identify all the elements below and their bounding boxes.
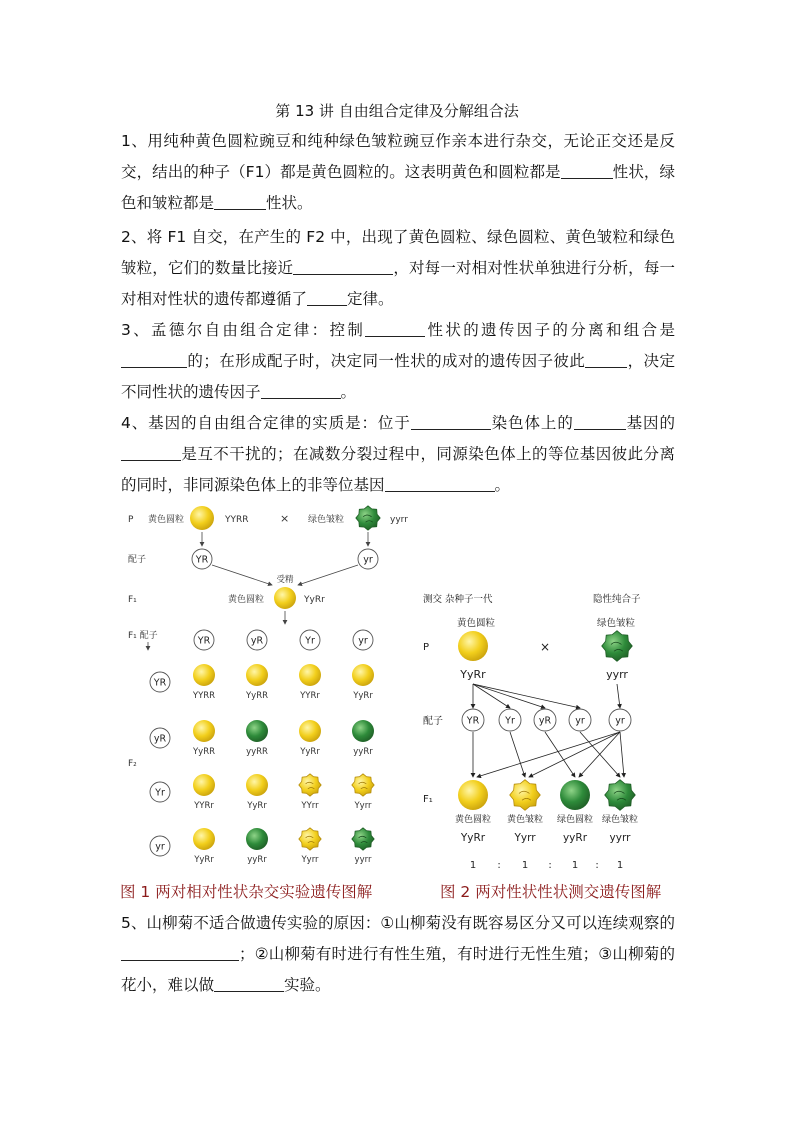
seed-body [352, 774, 374, 796]
gamete-label: yr [363, 554, 373, 566]
f1-gamete-label: F₁ 配子 [128, 631, 158, 641]
arrow-recessive-offspring [620, 732, 624, 777]
f1-name: 黄色圆粒 [228, 595, 265, 605]
q5-blank-1[interactable] [121, 944, 239, 961]
parent1-seed [190, 506, 214, 530]
f1-label: F₁ [128, 595, 137, 605]
arrow-parent1-gamete [473, 684, 510, 708]
q2-text-c: 定律。 [347, 290, 394, 308]
offspring-seed [458, 780, 488, 810]
ratio-part: 1 [521, 860, 529, 871]
parent2-seed [356, 506, 380, 530]
q3-blank-1[interactable] [365, 320, 425, 337]
f2-seed [246, 774, 268, 796]
gamete-yr [569, 709, 591, 731]
gamete-yr-parent2 [358, 549, 378, 569]
f2-seed [299, 828, 321, 850]
f2-genotype: yyRr [247, 855, 267, 865]
offspring-genotype: yyRr [562, 832, 588, 844]
ratio-part: 1 [616, 860, 624, 871]
f1-gamete-col-YR [194, 630, 214, 650]
q3-blank-2[interactable] [121, 351, 187, 368]
question-5 [121, 908, 675, 1001]
figure-1-caption: 图 1 两对相对性状杂交实验遗传图解 [120, 883, 373, 901]
gamete-label: yR [153, 733, 167, 745]
arrow-recessive-offspring [477, 732, 620, 777]
offspring-genotype: YyRr [460, 832, 486, 844]
offspring-seed [510, 780, 541, 811]
q3-text-e: 。 [340, 383, 357, 401]
parent2-genotype: yyrr [606, 668, 628, 681]
offspring-genotype: Yyrr [514, 832, 536, 844]
seed-body [602, 631, 633, 662]
f2-genotype: YyRR [192, 747, 216, 757]
figure-1-cross-diagram [120, 500, 408, 870]
f2-genotype: yyrr [354, 855, 372, 865]
offspring-name: 黄色圆粒 [454, 815, 492, 825]
f1-gamete-row-Yr [150, 782, 170, 802]
f2-genotype: yyRr [353, 747, 373, 757]
f2-seed [352, 720, 374, 742]
figure-2-testcross-diagram [415, 500, 680, 870]
gamete-yR [534, 709, 556, 731]
q5-blank-2[interactable] [214, 975, 284, 992]
gamete-label: Yr [305, 635, 315, 647]
parent2-seed [602, 631, 633, 662]
question-3 [121, 315, 675, 408]
parent1-genotype: YYRR [225, 515, 249, 525]
q4-text-a: 4、基因的自由组合定律的实质是：位于 [121, 414, 411, 432]
p-label: P [423, 642, 430, 653]
f1-gamete-col-yr [353, 630, 373, 650]
f2-label: F₂ [128, 759, 137, 769]
p-label: P [128, 515, 134, 525]
f1-gamete-row-yR [150, 728, 170, 748]
gamete-label: Yr [155, 787, 165, 799]
f2-seed [352, 664, 374, 686]
gamete-label: yr [155, 841, 165, 853]
parent2-name: 绿色皱粒 [308, 515, 345, 525]
gamete-label: yr [575, 715, 585, 727]
question-4 [121, 408, 675, 501]
q2-text-a: 2、将 F1 自交，在产生的 F2 中，出现了黄色圆粒、绿色圆粒、黄色皱粒和绿色皱粒，它们的数量比接近 [121, 228, 675, 277]
offspring-name: 黄色皱粒 [506, 815, 544, 825]
testcross-header: 测交 杂种子一代 [423, 594, 493, 605]
q3-text-d: ，决定不同性状的遗传因子 [121, 352, 675, 401]
f2-seed [299, 664, 321, 686]
f2-seed [246, 828, 268, 850]
q3-text-c: 的；在形成配子时，决定同一性状的成对的遗传因子彼此 [187, 352, 586, 370]
gamete-label: yR [538, 715, 552, 727]
q1-blank-2[interactable] [214, 193, 266, 210]
seed-body [352, 828, 374, 850]
gamete-label: YR [153, 677, 167, 689]
gamete-label: YR [197, 635, 211, 647]
f2-genotype: YyRr [300, 747, 320, 757]
q4-blank-1[interactable] [411, 413, 491, 430]
q1-text-c: 性状。 [266, 194, 313, 212]
q5-text-b: ；②山柳菊有时进行有性生殖，有时进行无性生殖；③山柳菊的花小，难以做 [121, 945, 675, 994]
fertilization-label: 受精 [276, 575, 294, 585]
f2-seed [299, 774, 321, 796]
arrow-parent2-gamete [617, 684, 620, 708]
f1-label: F₁ [423, 794, 433, 805]
gamete-label: yr [615, 715, 625, 727]
f2-genotype: YYrr [301, 801, 319, 811]
q2-text-b: ，对每一对相对性状单独进行分析，每一对相对性状的遗传都遵循了 [121, 259, 675, 308]
f2-genotype: Yyrr [354, 801, 372, 811]
gamete-label: yR [250, 635, 264, 647]
ratio-part: : [497, 860, 501, 871]
question-1 [121, 126, 675, 219]
offspring-name: 绿色圆粒 [556, 815, 594, 825]
f2-seed [193, 720, 215, 742]
arrow-recessive-offspring [529, 732, 620, 777]
q3-text-a: 3、孟德尔自由组合定律：控制 [121, 321, 366, 339]
f2-seed [246, 720, 268, 742]
q4-blank-3[interactable] [121, 444, 181, 461]
f1-gamete-row-YR [150, 672, 170, 692]
f2-genotype: YyRr [194, 855, 214, 865]
ratio-part: : [548, 860, 552, 871]
q3-blank-3[interactable] [585, 351, 627, 368]
gamete-label: YR [466, 715, 480, 727]
q4-text-c: 基因的 [625, 414, 675, 432]
page-title: 第 13 讲 自由组合定律及分解组合法 [275, 102, 519, 120]
f2-seed [352, 828, 374, 850]
parent2-name: 绿色皱粒 [597, 618, 636, 629]
parent1-name: 黄色圆粒 [457, 618, 496, 629]
gamete-label: 配子 [423, 716, 443, 727]
arrow-fert2 [298, 565, 358, 585]
gamete-label: yr [358, 635, 368, 647]
parent1-genotype: YyRr [460, 668, 486, 681]
gamete-YR [462, 709, 484, 731]
seed-body [299, 774, 321, 796]
q4-blank-2[interactable] [574, 413, 626, 430]
offspring-seed [560, 780, 590, 810]
offspring-seed [605, 780, 636, 811]
f2-genotype: YyRr [353, 691, 373, 701]
q4-text-e: 。 [494, 476, 511, 494]
arrow-fert1 [212, 565, 272, 585]
figure-2-caption: 图 2 两对性状性状测交遗传图解 [440, 883, 662, 901]
f2-seed [193, 828, 215, 850]
q4-text-b: 染色体上的 [490, 414, 574, 432]
f1-gamete-row-yr [150, 836, 170, 856]
f2-seed [193, 774, 215, 796]
q3-text-b: 性状的遗传因子的分离和组合是 [425, 321, 675, 339]
q1-blank-1[interactable] [561, 162, 613, 179]
seed-body [356, 506, 380, 530]
f2-genotype: YyRr [247, 801, 267, 811]
f2-genotype: YYRr [194, 801, 214, 811]
parent2-genotype: yyrr [390, 515, 408, 525]
q2-blank-2[interactable] [307, 289, 347, 306]
arrow-gamete-offspring [510, 732, 525, 777]
f2-seed [299, 720, 321, 742]
f2-genotype: YYRR [192, 691, 216, 701]
gamete-yr [609, 709, 631, 731]
cross-symbol: × [280, 512, 290, 525]
offspring-genotype: yyrr [609, 832, 631, 844]
q4-blank-4[interactable] [385, 475, 495, 492]
ratio-part: 1 [469, 860, 477, 871]
ratio-part: : [595, 860, 599, 871]
seed-body [605, 780, 636, 811]
f1-seed [274, 587, 296, 609]
seed-body [299, 828, 321, 850]
f2-genotype: Yyrr [301, 855, 319, 865]
gamete-label: Yr [505, 715, 515, 727]
f2-genotype: yyRR [246, 747, 268, 757]
f2-seed [352, 774, 374, 796]
q2-blank-1[interactable] [293, 258, 393, 275]
f1-gamete-col-yR [247, 630, 267, 650]
q4-text-d: 是互不干扰的；在减数分裂过程中，同源染色体上的等位基因彼此分离的同时，非同源染色体上的非等位基因 [121, 445, 675, 494]
gamete-yr-parent1 [192, 549, 212, 569]
q5-text-a: 5、山柳菊不适合做遗传实验的原因：①山柳菊没有既容易区分又可以连续观察的 [121, 914, 675, 932]
cross-symbol: × [539, 640, 551, 654]
offspring-name: 绿色皱粒 [601, 815, 639, 825]
q1-text-a: 1、用纯种黄色圆粒豌豆和纯种绿色皱粒豌豆作亲本进行杂交，无论正交还是反交，结出的种子（F1）都是黄色圆粒的。这表明黄色和圆粒都是 [121, 132, 675, 181]
parent1-name: 黄色圆粒 [148, 515, 185, 525]
recessive-header: 隐性纯合子 [593, 594, 641, 605]
gamete-label: YR [195, 554, 209, 566]
f1-gamete-col-Yr [300, 630, 320, 650]
f2-genotype: YYRr [300, 691, 320, 701]
arrow-parent1-gamete [473, 684, 545, 708]
arrow-parent1-gamete [473, 684, 580, 708]
question-2 [121, 222, 675, 315]
f2-seed [193, 664, 215, 686]
ratio-part: 1 [571, 860, 579, 871]
q3-blank-4[interactable] [261, 382, 341, 399]
f1-genotype: YyRr [304, 595, 325, 605]
f2-genotype: YyRR [245, 691, 269, 701]
q1-text-b: 性状，绿色和皱粒都是 [121, 163, 675, 212]
seed-body [510, 780, 541, 811]
f2-seed [246, 664, 268, 686]
gamete-label: 配子 [128, 555, 147, 565]
parent1-seed [458, 631, 488, 661]
gamete-Yr [499, 709, 521, 731]
q5-text-c: 实验。 [284, 976, 331, 994]
